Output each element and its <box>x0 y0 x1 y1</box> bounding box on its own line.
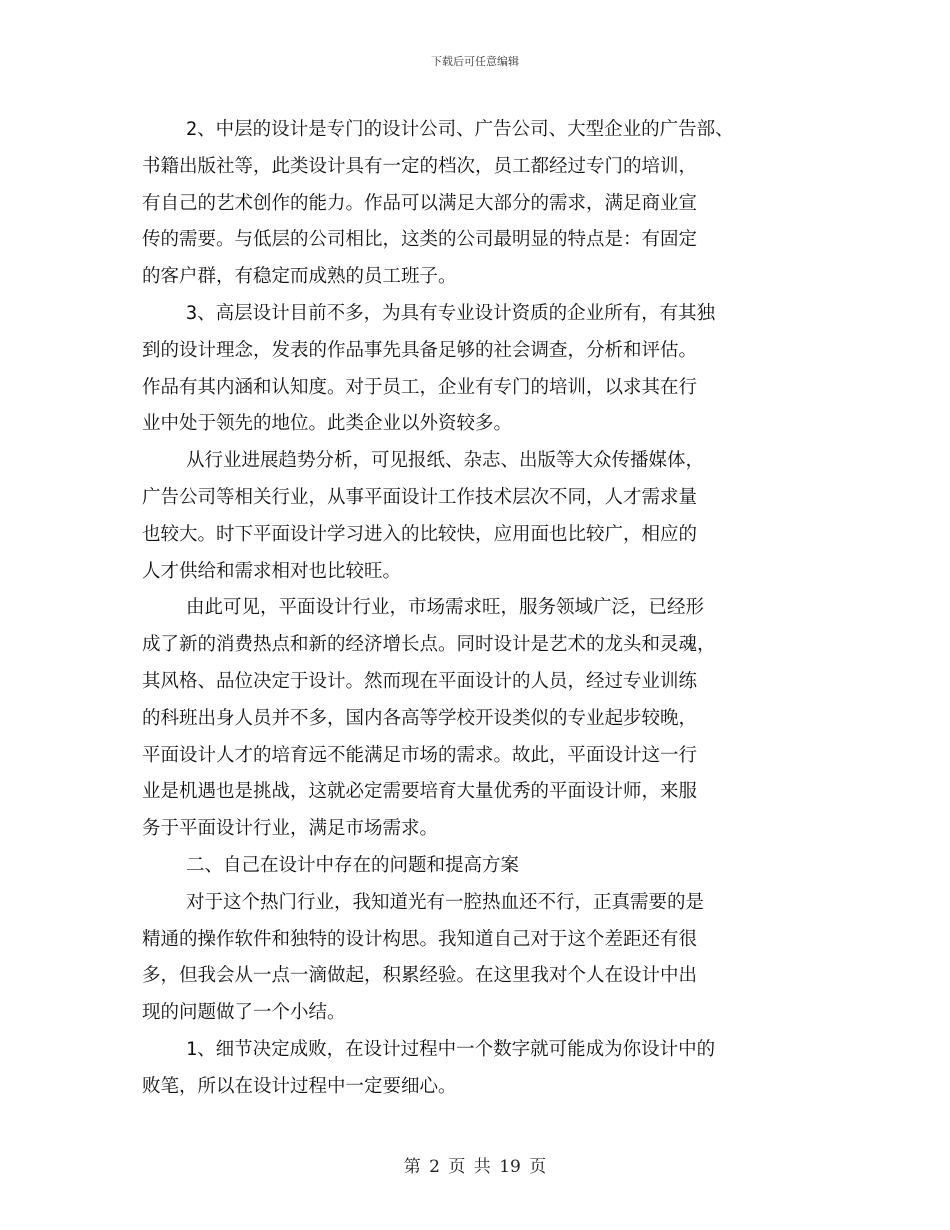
text-line: 平面设计人才的培育远不能满足市场的需求。故此，平面设计这一行 <box>142 744 698 766</box>
text-line: 3、高层设计目前不多，为具有专业设计资质的企业所有，有其独 <box>186 302 716 324</box>
text-line: 务于平面设计行业，满足市场需求。 <box>142 818 439 840</box>
text-line: 由此可见，平面设计行业，市场需求旺，服务领域广泛，已经形 <box>186 597 705 619</box>
paragraph <box>142 443 822 590</box>
text-line: 到的设计理念，发表的作品事先具备足够的社会调查，分析和评估。 <box>142 339 698 361</box>
text-line: 现的问题做了一个小结。 <box>142 1002 346 1024</box>
page-number-footer: 第 2 页 共 19 页 <box>403 1157 547 1177</box>
page-header-note: 下载后可任意编辑 <box>431 55 519 68</box>
text-line: 精通的操作软件和独特的设计构思。我知道自己对于这个差距还有很 <box>142 928 698 950</box>
text-line: 2、中层的设计是专门的设计公司、广告公司、大型企业的广告部、 <box>186 119 734 140</box>
text-line: 业中处于领先的地位。此类企业以外资较多。 <box>142 413 513 435</box>
text-line: 人才供给和需求相对也比较旺。 <box>142 560 402 582</box>
paragraph <box>142 1032 822 1106</box>
text-line: 传的需要。与低层的公司相比，这类的公司最明显的特点是：有固定 <box>142 229 698 251</box>
text-line: 的客户群，有稳定而成熟的员工班子。 <box>142 266 457 288</box>
text-line: 1、细节决定成败，在设计过程中一个数字就可能成为你设计中的 <box>186 1038 716 1060</box>
paragraph <box>142 885 822 1032</box>
heading-line: 二、自己在设计中存在的问题和提高方案 <box>186 854 520 876</box>
text-line: 书籍出版社等，此类设计具有一定的档次，员工都经过专门的培训， <box>142 155 698 177</box>
paragraph <box>142 296 822 443</box>
text-line: 成了新的消费热点和新的经济增长点。同时设计是艺术的龙头和灵魂， <box>142 634 716 656</box>
text-line: 也较大。时下平面设计学习进入的比较快，应用面也比较广，相应的 <box>142 523 698 545</box>
section-heading <box>142 848 822 885</box>
text-line: 败笔，所以在设计过程中一定要细心。 <box>142 1075 457 1097</box>
text-line: 其风格、品位决定于设计。然而现在平面设计的人员，经过专业训练 <box>142 670 698 692</box>
text-line: 有自己的艺术创作的能力。作品可以满足大部分的需求，满足商业宣 <box>142 192 698 214</box>
text-line: 的科班出身人员并不多，国内各高等学校开设类似的专业起步较晚， <box>142 707 698 729</box>
paragraph <box>142 112 822 296</box>
paragraph <box>142 590 822 848</box>
text-line: 广告公司等相关行业，从事平面设计工作技术层次不同，人才需求量 <box>142 486 698 508</box>
text-line: 多，但我会从一点一滴做起，积累经验。在这里我对个人在设计中出 <box>142 965 698 987</box>
text-line: 从行业进展趋势分析，可见报纸、杂志、出版等大众传播媒体， <box>186 450 705 472</box>
text-line: 作品有其内涵和认知度。对于员工，企业有专门的培训，以求其在行 <box>142 376 698 398</box>
text-line: 业是机遇也是挑战，这就必定需要培育大量优秀的平面设计师，来服 <box>142 781 698 803</box>
document-body <box>142 112 822 1106</box>
text-line: 对于这个热门行业，我知道光有一腔热血还不行，正真需要的是 <box>186 891 705 913</box>
